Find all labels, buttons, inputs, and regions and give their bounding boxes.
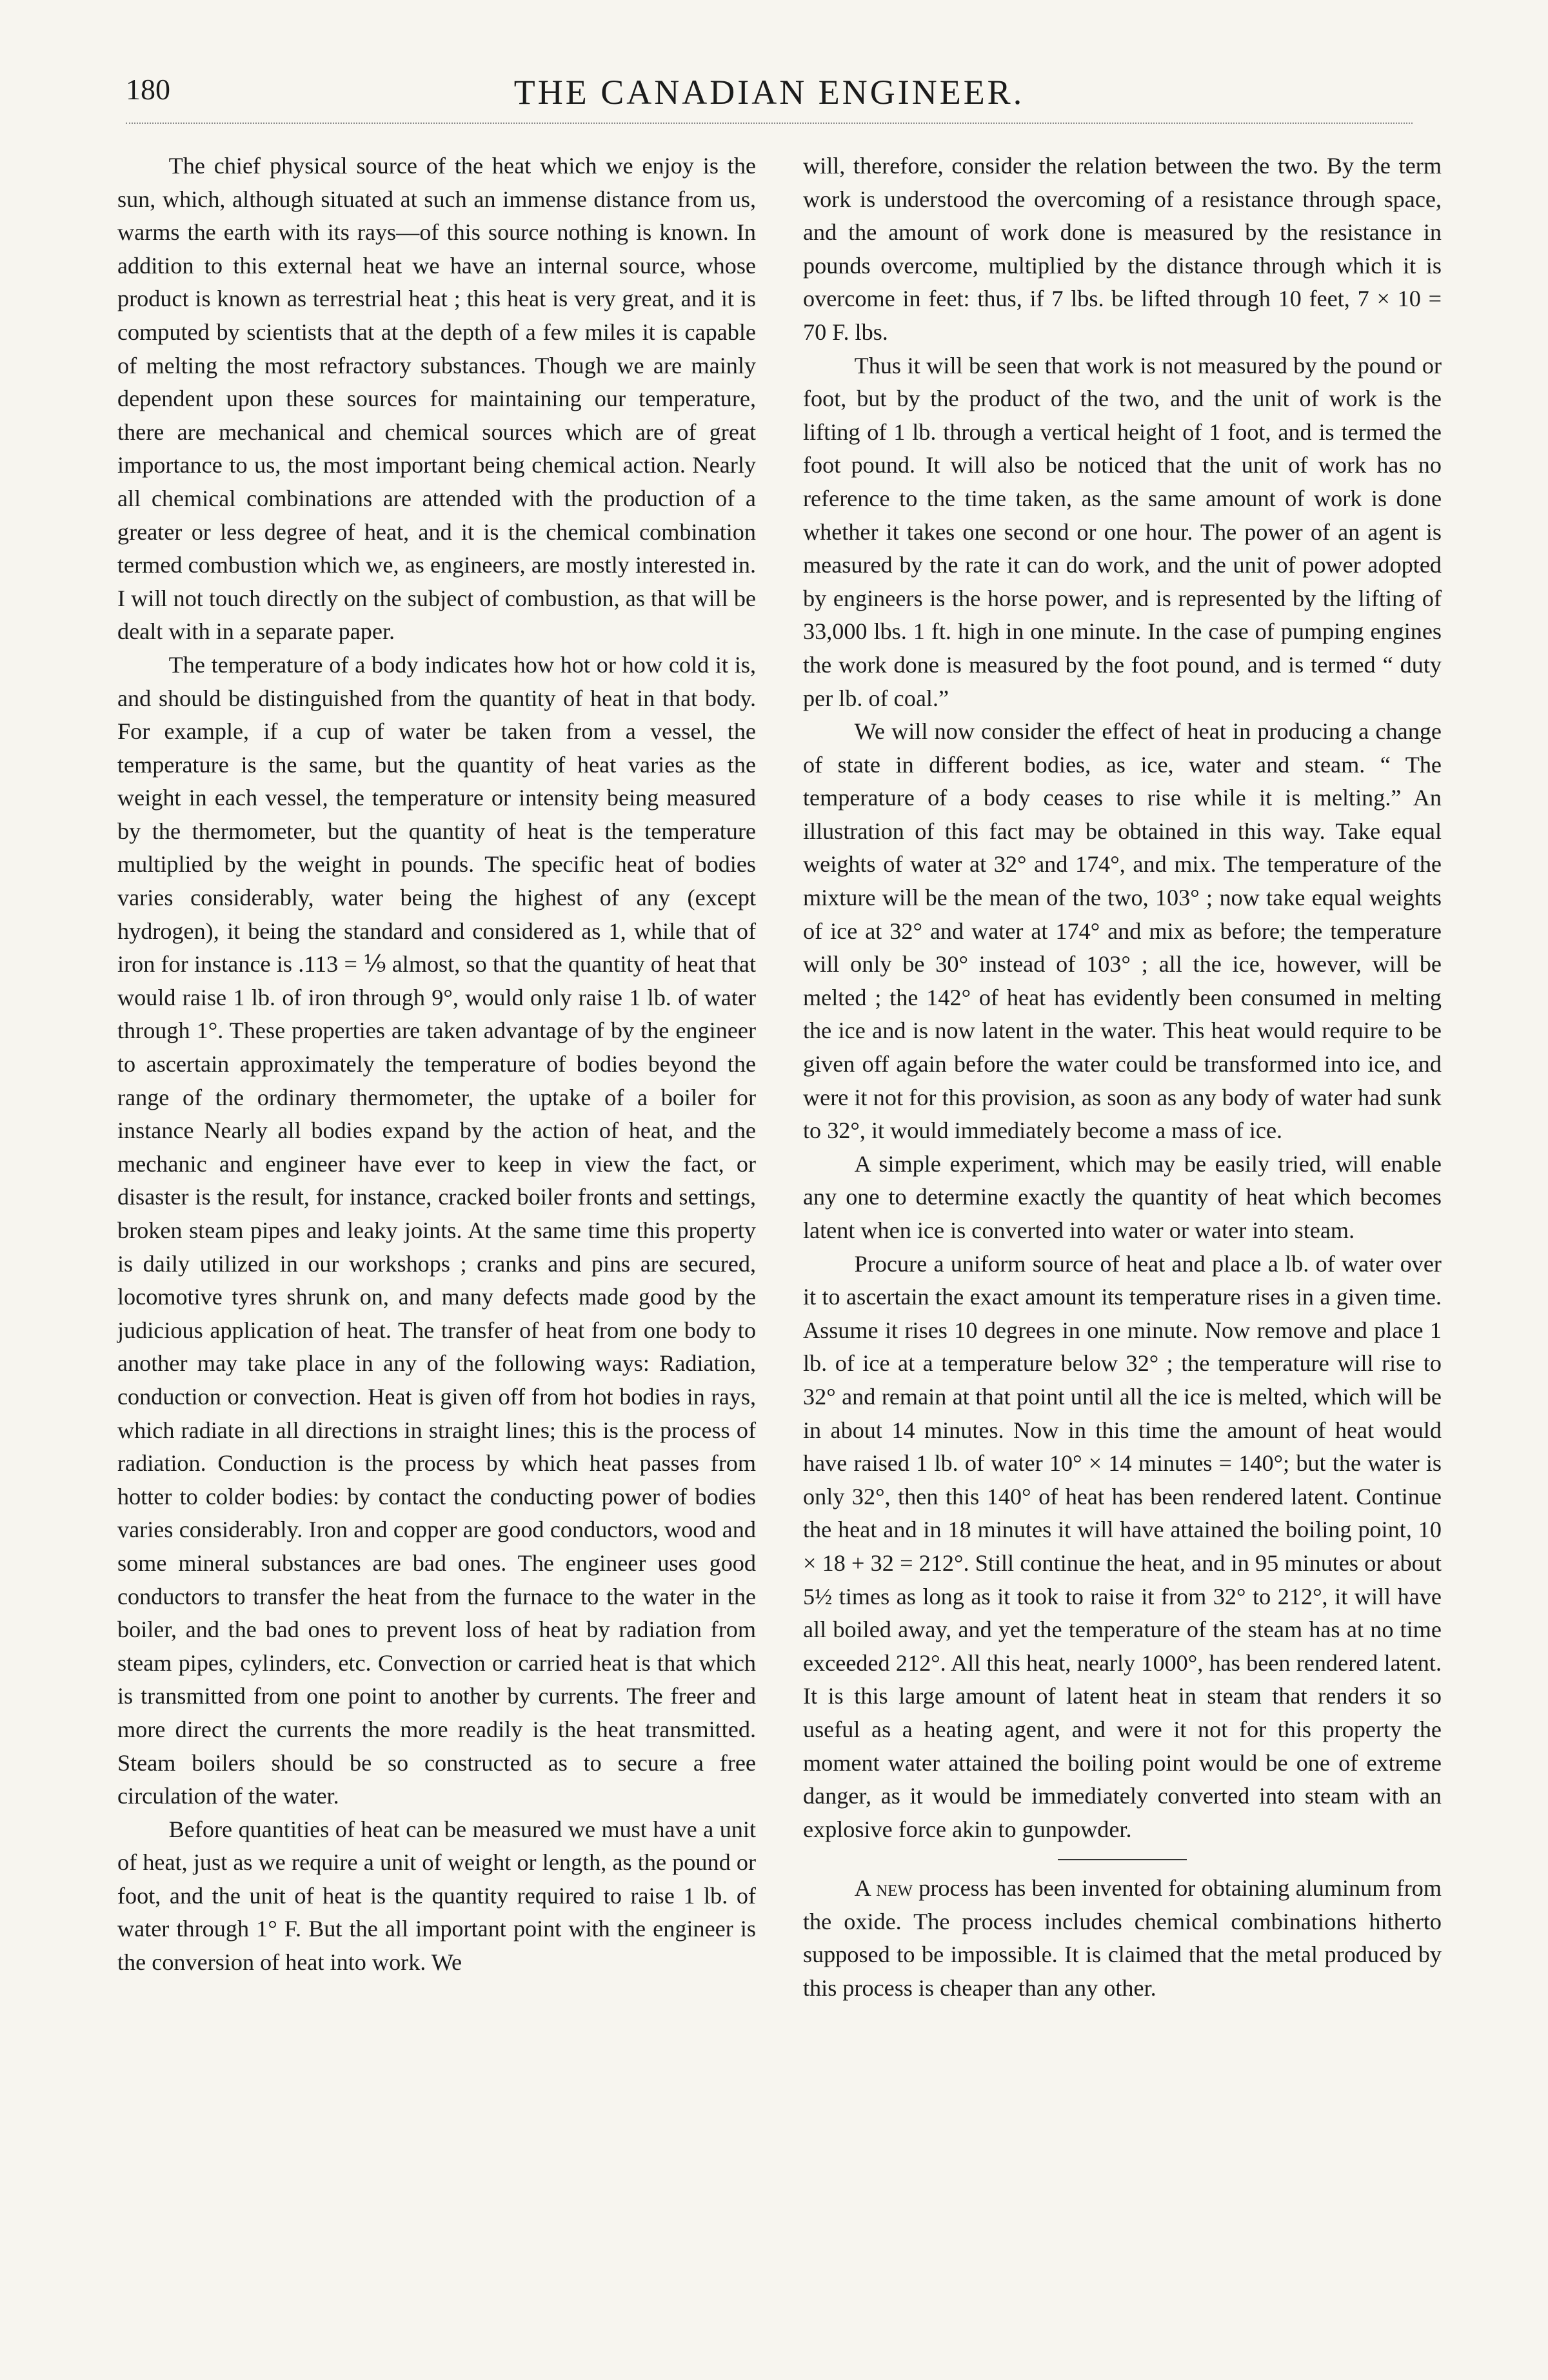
right-column <box>803 150 1442 2005</box>
paragraph-aluminum-note <box>803 1872 1442 2005</box>
page-number: 180 <box>126 73 170 106</box>
paragraph-unit-of-heat: Before quantities of heat can be measured we must have a unit of heat, just as we require a unit of weight or length, as the pound or foot, and the unit of heat is the quantity required to raise 1 lb. of water through 1° F. But the all important point with the engineer is the conversion of heat into work. We <box>117 1816 756 1976</box>
paragraph-work-definition: will, therefore, consider the relation between the two. By the term work is understood the overcoming of a resistance through space, and the amount of work done is measured by the resistance in pounds overcome, multiplied by the distance through which it is overcome in feet: thus, if 7 lbs. be lifted through 10 feet, 7 × 10 = 70 F. lbs. <box>803 153 1442 345</box>
paragraph-sources-of-heat: The chief physical source of the heat which we enjoy is the sun, which, although situated at such an immense distance from us, warms the earth with its rays—of this source nothing is known. In addition to this external heat we have an internal source, whose product is known as terrestrial heat ; this heat is very great, and it is computed by scientists that at the depth of a few miles it is capable of melting the most refractory substances. Though we are mainly dependent upon these sources for maintaining our temperature, there are mechanical and chemical sources which are of great importance to us, the most important being chemical action. Nearly all chemical combinations are attended with the production of a greater or less degree of heat, and it is the chemical combination termed combustion which we, as engineers, are mostly interested in. I will not touch directly on the subject of combustion, as that will be dealt with in a separate paper. <box>117 153 756 645</box>
note-rest: process has been invented for obtaining aluminum from the oxide. The process includes chemical combinations hitherto supposed to be impossible. It is claimed that the metal produced by this process is cheaper than any other. <box>803 1875 1442 2001</box>
header-rule <box>126 123 1413 124</box>
paragraph-foot-pound: Thus it will be seen that work is not measured by the pound or foot, but by the product of the two, and the unit of work is the lifting of 1 lb. through a vertical height of 1 foot, and is termed the foot pound. It will also be noticed that the unit of work has no reference to the time taken, as the same amount of work is done whether it takes one second or one hour. The power of an agent is measured by the rate it can do work, and the unit of power adopted by engineers is the horse power, and is represented by the lifting of 33,000 lbs. 1 ft. high in one minute. In the case of pumping engines the work done is measured by the foot pound, and is termed “ duty per lb. of coal.” <box>803 352 1442 711</box>
paragraph-temperature: The temperature of a body indicates how hot or how cold it is, and should be distinguished from the quantity of heat in that body. For example, if a cup of water be taken from a vessel, the temperature is the same, but the quantity of heat varies as the weight in each vessel, the temperature or intensity being measured by the thermometer, but the quantity of heat is the temperature multiplied by the weight in pounds. The specific heat of bodies varies considerably, water being the highest of any (except hydrogen), it being the standard and considered as 1, while that of iron for instance is .113 = ⅑ almost, so that the quantity of heat that would raise 1 lb. of iron through 9°, would only raise 1 lb. of water through 1°. These properties are taken advantage of by the engineer to ascertain approximately the temperature of bodies beyond the range of the ordinary thermometer, the uptake of a boiler for instance Nearly all bodies expand by the action of heat, and the mechanic and engineer have ever to keep in view the fact, or disaster is the result, for instance, cracked boiler fronts and settings, broken steam pipes and leaky joints. At the same time this property is daily utilized in our workshops ; cranks and pins are secured, locomotive tyres shrunk on, and many defects made good by the judicious application of heat. The transfer of heat from one body to another may take place in any of the following ways: Radiation, conduction or convection. Heat is given off from hot bodies in rays, which radiate in all directions in straight lines; this is the process of radiation. Conduction is the process by which heat passes from hotter to colder bodies: by contact the conducting power of bodies varies considerably. Iron and copper are good conductors, wood and some mineral substances are bad ones. The engineer uses good conductors to transfer the heat from the furnace to the water in the boiler, and the bad ones to prevent loss of heat by radiation from steam pipes, cylinders, etc. Convection or carried heat is that which is transmitted from one point to another by currents. The freer and more direct the currents the more readily is the heat transmitted. Steam boilers should be so constructed as to secure a free circulation of the water. <box>117 651 756 1809</box>
page-header <box>126 72 1413 124</box>
note-lead: A <box>854 1875 870 1902</box>
section-divider <box>1058 1859 1187 1860</box>
paragraph-simple-experiment: A simple experiment, which may be easily tried, will enable any one to determine exactly the quantity of heat which becomes latent when ice is converted into water or water into steam. <box>803 1150 1442 1243</box>
left-column <box>117 150 756 1980</box>
paragraph-change-of-state: We will now consider the effect of heat in producing a change of state in different bodies, as ice, water and steam. “ The temperature of a body ceases to rise while it is melting.” An illustration of this fact may be obtained in this way. Take equal weights of water at 32° and 174°, and mix. The temperature of the mixture will be the mean of the two, 103° ; now take equal weights of ice at 32° and water at 174° and mix as before; the temperature will only be 30° instead of 103° ; all the ice, however, will be melted ; the 142° of heat has evidently been consumed in melting the ice and is now latent in the water. This heat would require to be given off again before the water could be transformed into ice, and were it not for this provision, as soon as any body of water had sunk to 32°, it would immediately become a mass of ice. <box>803 718 1442 1144</box>
paragraph-latent-heat: Procure a uniform source of heat and place a lb. of water over it to ascertain the exact amount its temperature rises in a given time. Assume it rises 10 degrees in one minute. Now remove and place 1 lb. of ice at a temperature below 32° ; the temperature will rise to 32° and remain at that point until all the ice is melted, which will be in about 14 minutes. Now in this time the amount of heat would have raised 1 lb. of water 10° × 14 minutes = 140°; but the water is only 32°, then this 140° of heat has been rendered latent. Continue the heat and in 18 minutes it will have attained the boiling point, 10 × 18 + 32 = 212°. Still continue the heat, and in 95 minutes or about 5½ times as long as it took to raise it from 32° to 212°, it will have all boiled away, and yet the temperature of the steam has at no time exceeded 212°. All this heat, nearly 1000°, has been rendered latent. It is this large amount of latent heat in steam that renders it so useful as a heating agent, and were it not for this property the moment water attained the boiling point would be one of extreme danger, as it would be immediately converted into steam with an explosive force akin to gunpowder. <box>803 1250 1442 1842</box>
journal-title: THE CANADIAN ENGINEER. <box>513 73 1025 112</box>
note-new: new <box>876 1875 913 1902</box>
